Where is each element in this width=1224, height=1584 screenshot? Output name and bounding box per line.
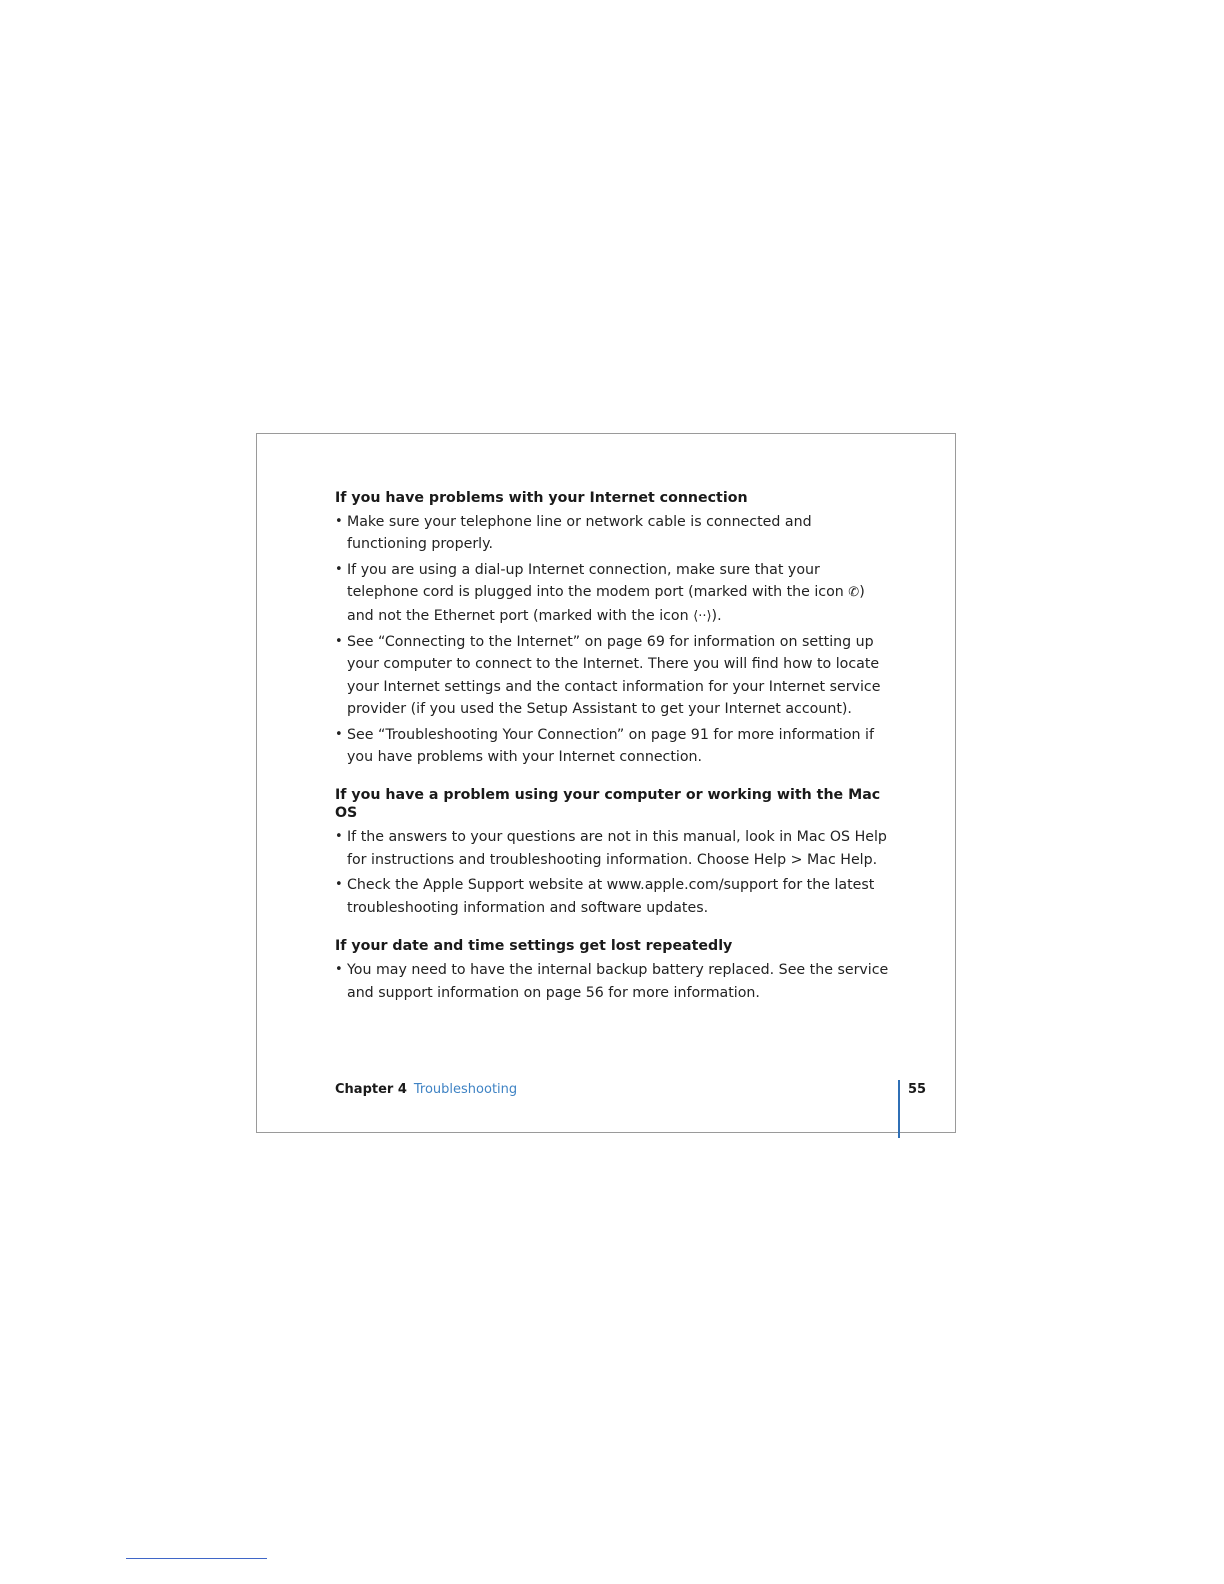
bullet-item xyxy=(335,559,895,628)
bullet-list xyxy=(335,511,895,768)
section-date-time xyxy=(335,937,895,1004)
section-internet-connection xyxy=(335,489,895,768)
decorative-line xyxy=(126,1558,267,1559)
chapter-title: Troubleshooting xyxy=(413,1082,518,1097)
bullet-item: • See “Connecting to the Internet” on page 69 for information on setting up your computer to connect to the Internet. There you will find how to locate your Internet settings and the contact information for your Internet service provider (if you used the Setup Assistant to get your Internet account). xyxy=(335,631,895,721)
page-number: 55 xyxy=(908,1082,927,1097)
section-heading: If you have a problem using your computer or working with the Mac OS xyxy=(335,787,881,822)
bullet-item: • Check the Apple Support website at www.apple.com/support for the latest troubleshooting information and software updates. xyxy=(335,874,895,919)
section-heading: If you have problems with your Internet connection xyxy=(335,490,748,506)
bullet-item: • See “Troubleshooting Your Connection” on page 91 for more information if you have problems with your Internet connection. xyxy=(335,724,895,769)
chapter-label: Chapter 4 xyxy=(335,1082,407,1097)
bullet-text: If you are using a dial-up Internet connection, make sure that your telephone cord is plugged into the modem port (marked with the icon xyxy=(347,561,849,601)
page-footer xyxy=(335,1082,517,1098)
bullet-item: • You may need to have the internal backup battery replaced. See the service and support information on page 56 for more information. xyxy=(335,959,895,1004)
bullet-text: ) and not the Ethernet port (marked with the icon xyxy=(347,584,865,624)
bullet-list xyxy=(335,826,895,919)
footer-divider xyxy=(898,1080,900,1138)
bullet-text: ). xyxy=(711,607,722,624)
bullet-item: • If the answers to your questions are not in this manual, look in Mac OS Help for instructions and troubleshooting information. Choose Help > Mac Help. xyxy=(335,826,895,871)
ethernet-icon: ⟨··⟩ xyxy=(693,608,712,624)
section-heading: If your date and time settings get lost repeatedly xyxy=(335,938,733,955)
manual-page xyxy=(256,433,956,1133)
bullet-list xyxy=(335,959,895,1004)
page-content xyxy=(335,489,895,1007)
section-mac-os xyxy=(335,786,895,919)
modem-icon: ✆ xyxy=(848,585,860,601)
bullet-item: • Make sure your telephone line or network cable is connected and functioning properly. xyxy=(335,511,895,556)
